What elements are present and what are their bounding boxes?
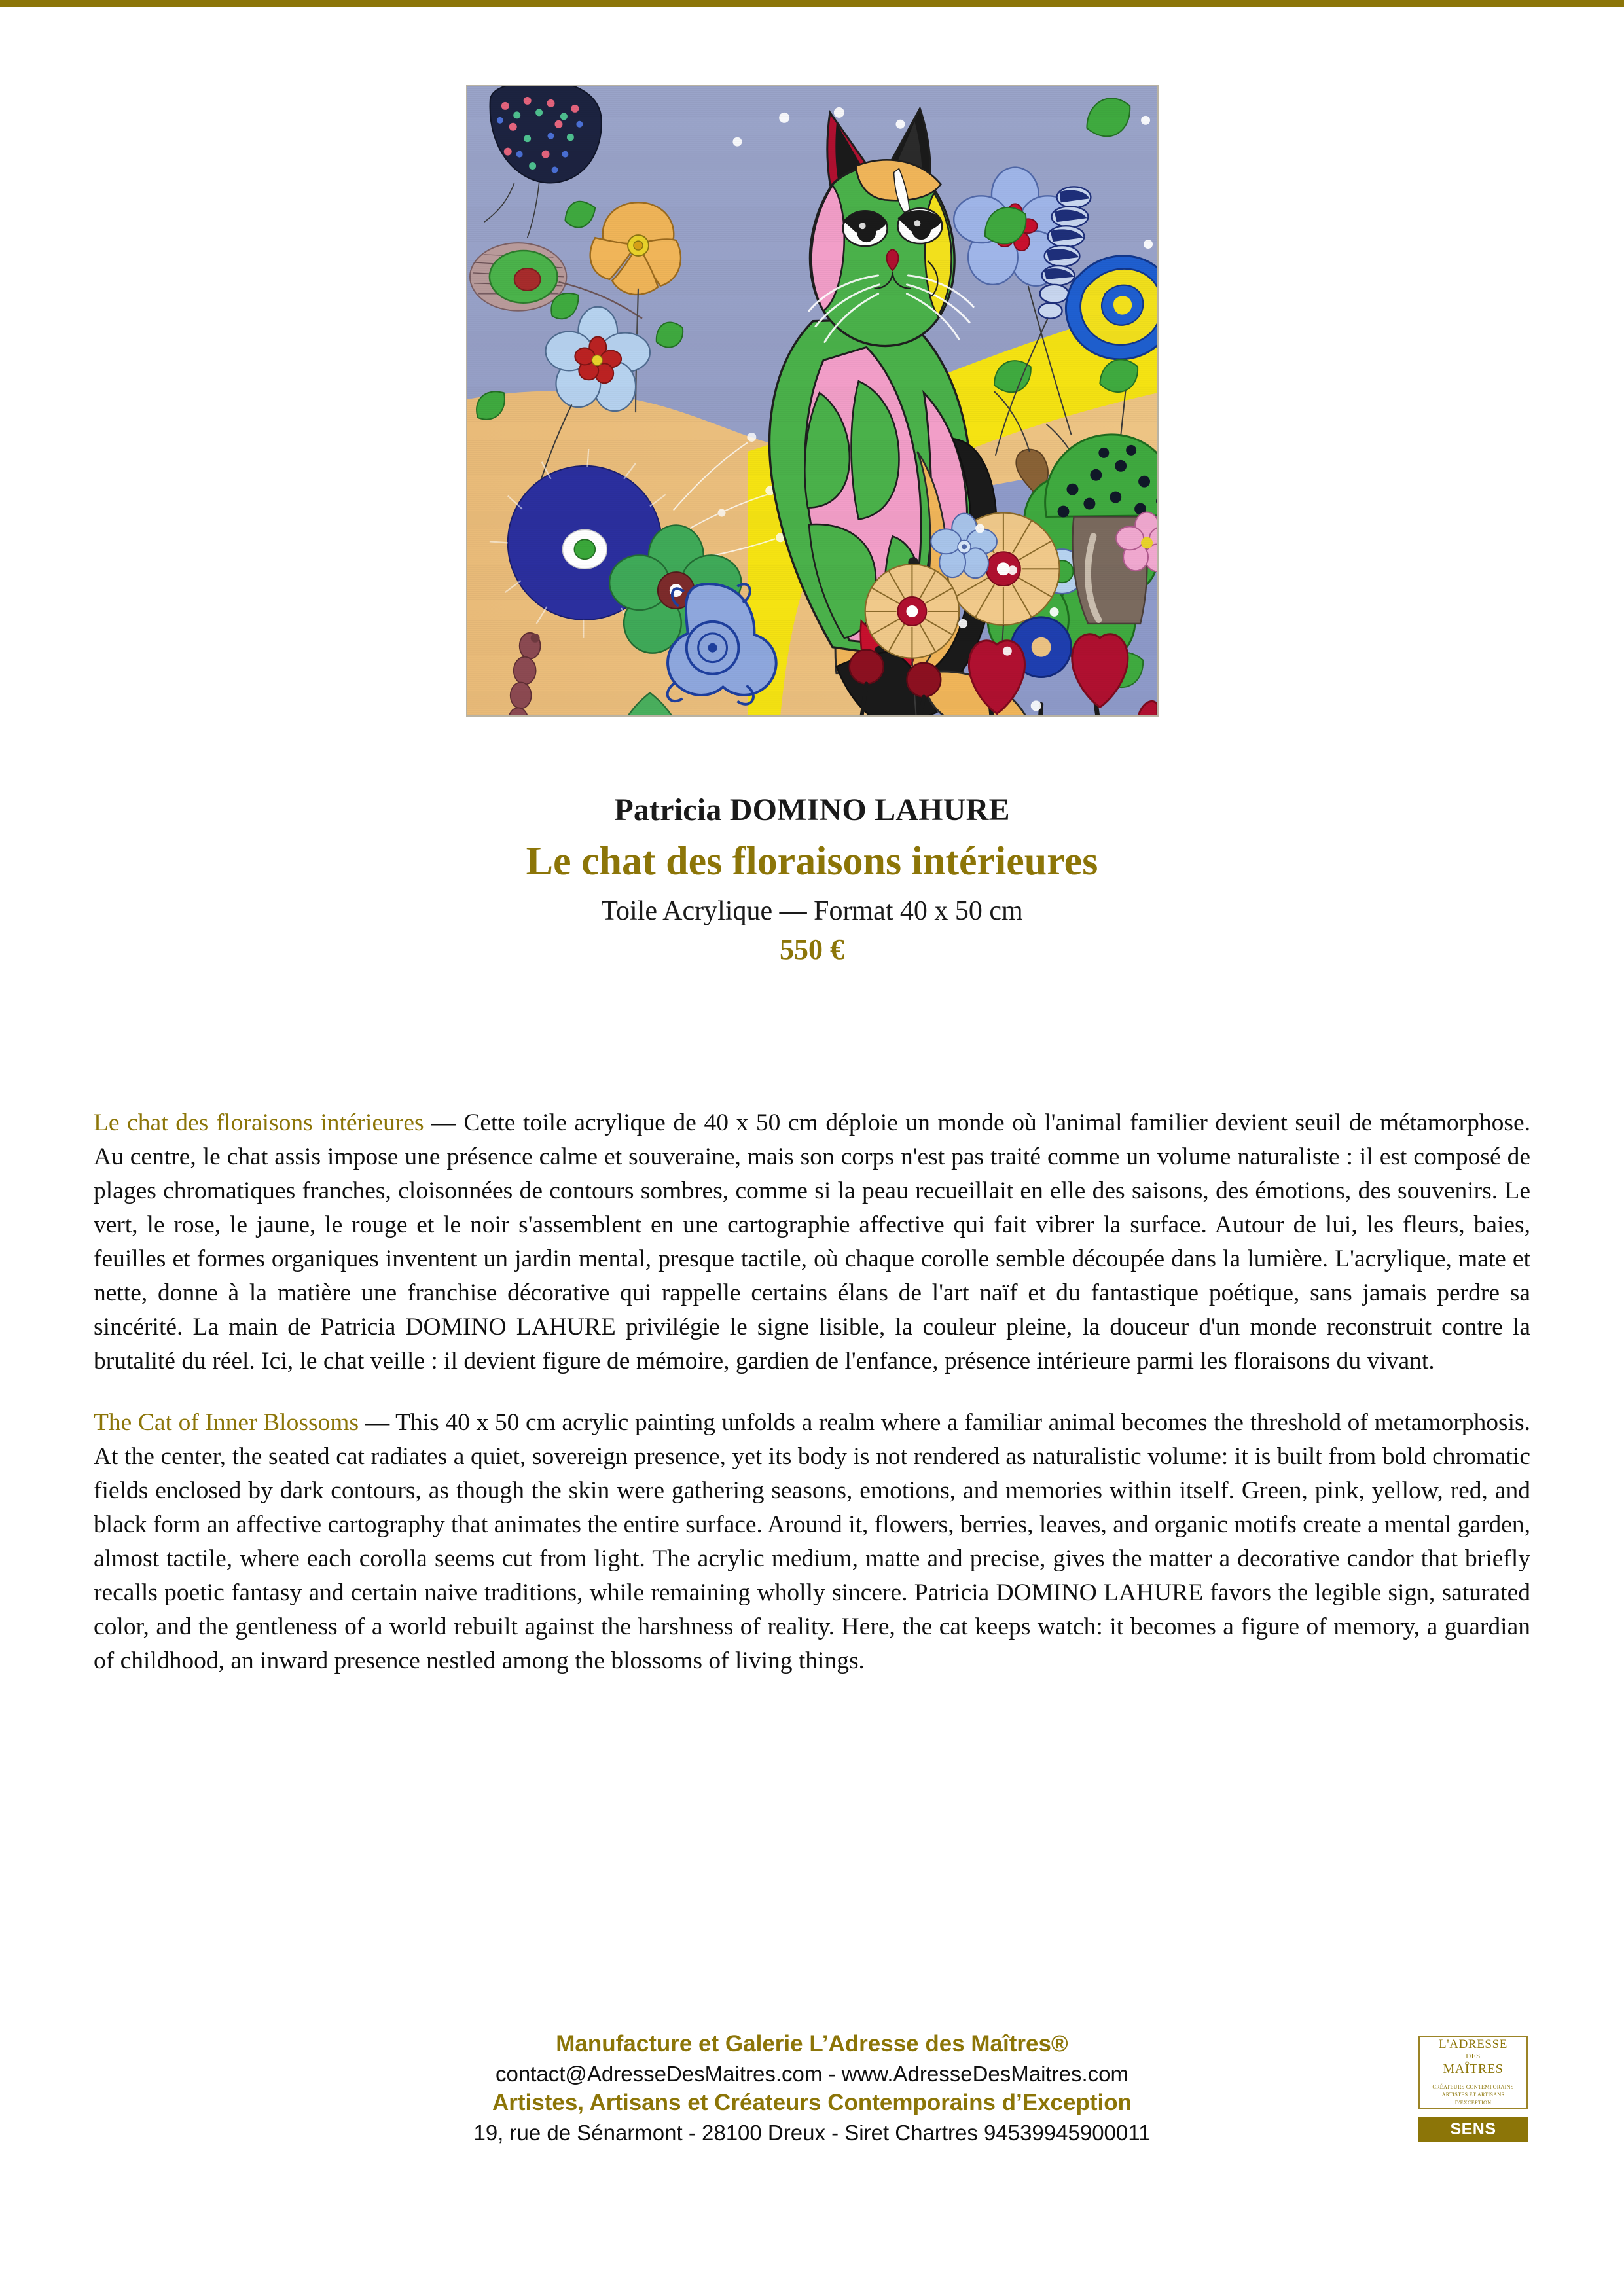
- description-section: [94, 1106, 1530, 1678]
- page-footer: [0, 2029, 1624, 2147]
- footer-tagline: Artistes, Artisans et Créateurs Contemporains d’Exception: [492, 2090, 1132, 2116]
- logo-subtitle-2: ARTISTES ET ARTISANS: [1441, 2091, 1505, 2098]
- description-paragraph-en: [94, 1406, 1530, 1678]
- top-gold-rule: [0, 0, 1624, 7]
- sens-badge: [1418, 2117, 1528, 2142]
- footer-address: 19, rue de Sénarmont - 28100 Dreux - Siret Chartres 94539945900011: [473, 2120, 1151, 2145]
- logo-line-maitres: MAÎTRES: [1443, 2062, 1504, 2077]
- artwork-medium: Toile Acrylique — Format 40 x 50 cm: [601, 896, 1023, 927]
- logo-box: [1418, 2036, 1528, 2109]
- brand-logo-area: [1418, 2036, 1528, 2142]
- sens-badge-label: SENS: [1450, 2119, 1496, 2138]
- artwork-title: Le chat des floraisons intérieures: [526, 838, 1098, 884]
- logo-subtitle-1: CRÉATEURS CONTEMPORAINS: [1432, 2084, 1514, 2090]
- artwork-image: [466, 85, 1159, 717]
- description-lead-fr: Le chat des floraisons intérieures: [94, 1109, 424, 1136]
- footer-contact[interactable]: contact@AdresseDesMaitres.com - www.AdresseDesMaitres.com: [496, 2061, 1128, 2086]
- artwork-title-block: [0, 792, 1624, 967]
- description-body-en: This 40 x 50 cm acrylic painting unfolds a realm where a familiar animal becomes the threshold of metamorphosis. At the center, the seated cat radiates a quiet, sovereign presence, yet its body is not rendered as naturalistic volume: it is built from bold chromatic fields enclosed by dark contours, as though the skin were gathering seasons, emotions, and memories within itself. Green, pink, yellow, red, and black form an affective cartography that animates the entire surface. Around it, flowers, berries, leaves, and organic motifs create a mental garden, almost tactile, where each corolla seems cut from light. The acrylic medium, matte and precise, gives the matter a decorative candor that briefly recalls poetic fantasy and certain naive traditions, while remaining wholly sincere. Patricia DOMINO LAHURE favors the legible sign, saturated color, and the gentleness of a world rebuilt against the harshness of reality. Here, the cat keeps watch: it becomes a figure of memory, a guardian of childhood, an inward presence nestled among the blossoms of living things.: [94, 1409, 1530, 1674]
- logo-line-adresse: L'ADRESSE: [1439, 2037, 1507, 2051]
- footer-company-name: Manufacture et Galerie L’Adresse des Maîtres®: [556, 2031, 1068, 2056]
- description-body-fr: Cette toile acrylique de 40 x 50 cm déploie un monde où l'animal familier devient seuil de métamorphose. Au centre, le chat assis impose une présence calme et souveraine, mais son corps n'est pas traité comme un volume naturaliste : il est composé de plages chromatiques franches, cloisonnées de contours sombres, comme si la peau recueillait en elle des saisons, des émotions, des souvenirs. Le vert, le rose, le jaune, le rouge et le noir s'assemblent en une cartographie affective qui fait vibrer la surface. Autour de lui, les fleurs, baies, feuilles et formes organiques inventent un jardin mental, presque tactile, où chaque corolle semble découpée dans la lumière. L'acrylique, mate et nette, donne à la matière une franchise décorative qui rappelle certains élans de l'art naïf et du fantastique poétique, sans jamais perdre sa sincérité. La main de Patricia DOMINO LAHURE privilégie le signe lisible, la couleur pleine, la douceur d'un monde reconstruit contre la brutalité du réel. Ici, le chat veille : il devient figure de mémoire, gardien de l'enfance, présence intérieure parmi les floraisons du vivant.: [94, 1109, 1531, 1374]
- painting-canvas: [467, 86, 1157, 715]
- logo-subtitle-3: D'EXCEPTION: [1454, 2099, 1492, 2106]
- logo-line-des: DES: [1466, 2052, 1481, 2060]
- description-separator-fr: —: [424, 1109, 464, 1136]
- description-paragraph-fr: [94, 1106, 1530, 1378]
- description-lead-en: The Cat of Inner Blossoms: [94, 1409, 359, 1436]
- artist-name: Patricia DOMINO LAHURE: [614, 793, 1010, 827]
- description-separator-en: —: [359, 1409, 396, 1436]
- artwork-price: 550 €: [780, 933, 844, 965]
